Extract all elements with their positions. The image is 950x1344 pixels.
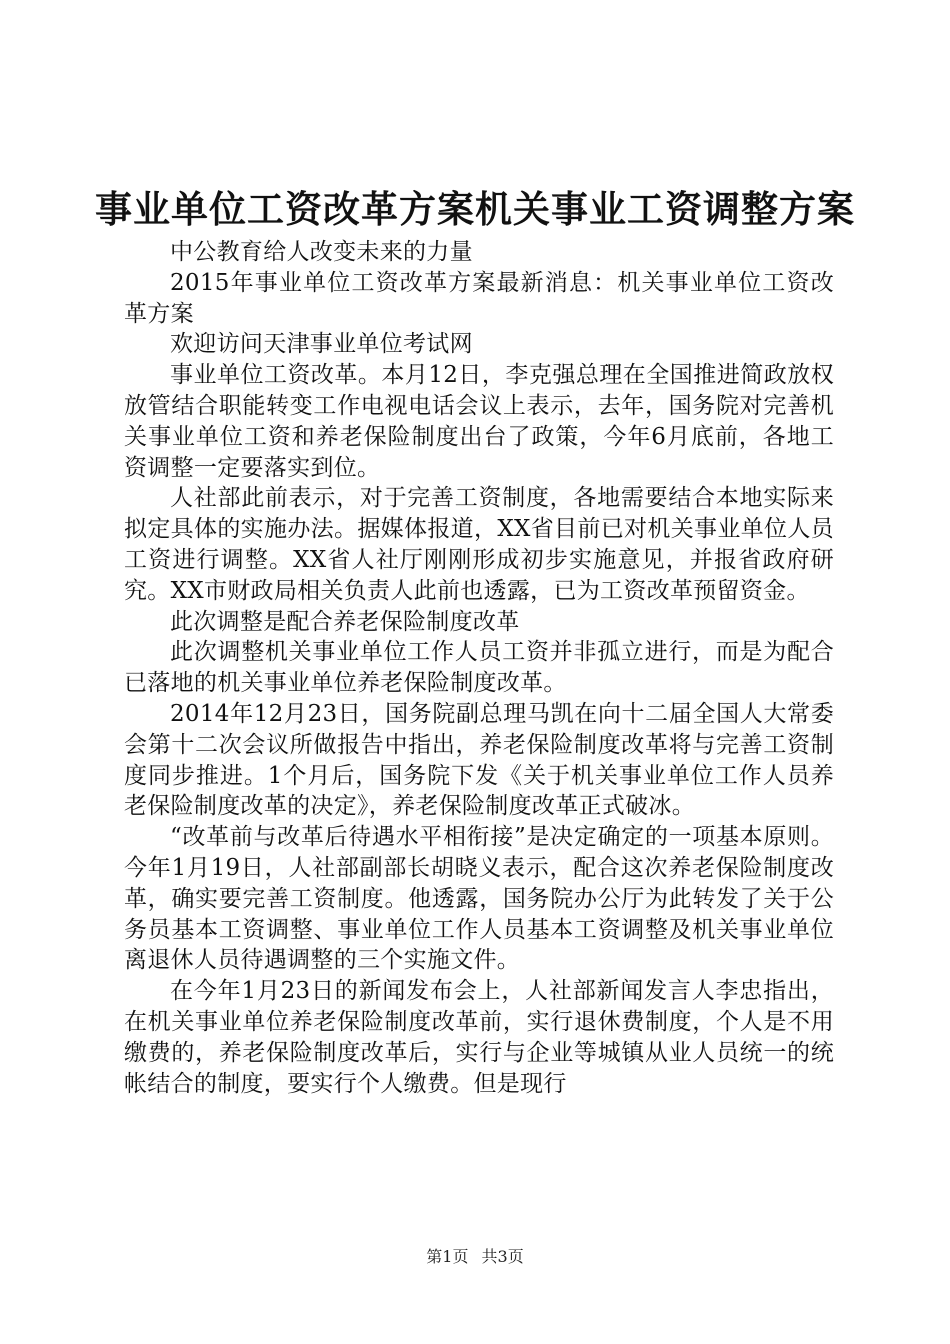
paragraph-4: 事业单位工资改革。本月12日，李克强总理在全国推进简政放权放管结合职能转变工作电视电话会议上表示，去年，国务院对完善机关事业单位工资和养老保险制度出台了政策，今年6月底前，各地工资调整一定要落实到位。 [124,362,834,481]
page-footer [0,1247,950,1267]
paragraph-7: 此次调整机关事业单位工作人员工资并非孤立进行，而是为配合已落地的机关事业单位养老保险制度改革。 [124,639,834,697]
paragraph-8: 2014年12月23日，国务院副总理马凯在向十二届全国人大常委会第十二次会议所做报告中指出，养老保险制度改革将与完善工资制度同步推进。1个月后，国务院下发《关于机关事业单位工作人员养老保险制度改革的决定》，养老保险制度改革正式破冰。 [124,700,834,820]
document-body [124,237,834,1099]
paragraph-2: 2015年事业单位工资改革方案最新消息：机关事业单位工资改革方案 [124,269,834,327]
paragraph-3: 欢迎访问天津事业单位考试网 [170,331,473,358]
page-total: 共3页 [481,1247,524,1266]
document-title: 事业单位工资改革方案机关事业工资调整方案 [95,187,855,231]
paragraph-1: 中公教育给人改变未来的力量 [170,239,473,265]
paragraph-5: 人社部此前表示，对于完善工资制度，各地需要结合本地实际来拟定具体的实施办法。据媒体报道，XX省目前已对机关事业单位人员工资进行调整。XX省人社厅刚刚形成初步实施意见，并报省政府研究。XX市财政局相关负责人此前也透露，已为工资改革预留资金。 [124,485,834,604]
paragraph-6: 此次调整是配合养老保险制度改革 [170,608,520,635]
page-number: 第1页 [426,1247,469,1266]
paragraph-9: “改革前与改革后待遇水平相衔接”是决定确定的一项基本原则。今年1月19日，人社部副部长胡晓义表示，配合这次养老保险制度改革，确实要完善工资制度。他透露，国务院办公厅为此转发了关于公务员基本工资调整、事业单位工作人员基本工资调整及机关事业单位离退休人员待遇调整的三个实施文件。 [124,824,834,974]
paragraph-10: 在今年1月23日的新闻发布会上，人社部新闻发言人李忠指出，在机关事业单位养老保险制度改革前，实行退休费制度，个人是不用缴费的，养老保险制度改革后，实行与企业等城镇从业人员统一的统帐结合的制度，要实行个人缴费。但是现行 [124,978,834,1097]
